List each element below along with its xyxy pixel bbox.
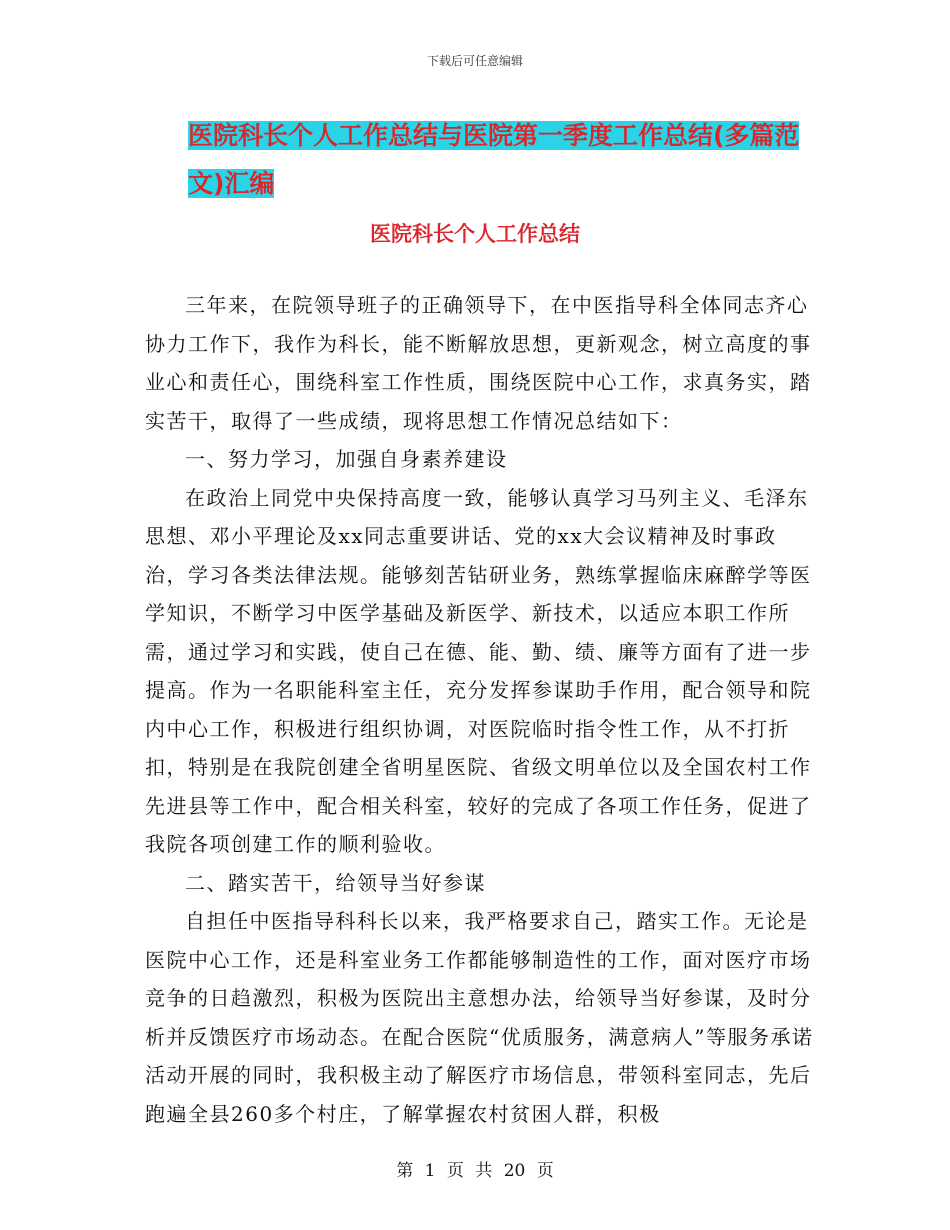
heading-2: 二、踏实苦干，给领导当好参谋 (185, 870, 486, 895)
document-title-text: 医院科长个人工作总结与医院第一季度工作总结(多篇范文)汇编 (188, 121, 800, 198)
header-note: 下载后可任意编辑 (426, 54, 523, 68)
paragraph-intro: 三年来，在院领导班子的正确领导下，在中医指导科全体同志齐心协力工作下，我作为科长，能不断解放思想，更新观念，树立高度的事业心和责任心，围绕科室工作性质，围绕医院中心工作，求真务实，踏实苦干，取得了一些成绩，现将思想工作情况总结如下： (145, 293, 812, 433)
document-title (188, 112, 810, 208)
page-number: 第 1 页 共 20 页 (396, 1161, 554, 1181)
paragraph-study: 在政治上同党中央保持高度一致，能够认真学习马列主义、毛泽东思想、邓小平理论及xx同志重要讲话、党的xx大会议精神及时事政治，学习各类法律法规。能够刻苦钻研业务，熟练掌握临床麻醉学等医学知识，不断学习中医学基础及新医学、新技术，以适应本职工作所需，通过学习和实践，使自己在德、能、勤、绩、廉等方面有了进一步提高。作为一名职能科室主任，充分发挥参谋助手作用，配合领导和院内中心工作，积极进行组织协调，对医院临时指令性工作，从不打折扣，特别是在我院创建全省明星医院、省级文明单位以及全国农村工作先进县等工作中，配合相关科室，较好的完成了各项工作任务，促进了我院各项创建工作的顺利验收。 (145, 485, 812, 856)
document-body (145, 286, 815, 1133)
paragraph-work: 自担任中医指导科科长以来，我严格要求自己，踏实工作。无论是医院中心工作，还是科室业务工作都能够制造性的工作，面对医疗市场竞争的日趋激烈，积极为医院出主意想办法，给领导当好参谋，及时分析并反馈医疗市场动态。在配合医院“优质服务，满意病人”等服务承诺活动开展的同时，我积极主动了解医疗市场信息，带领科室同志，先后跑遍全县260多个村庄，了解掌握农村贫困人群，积极 (145, 909, 814, 1126)
heading-1: 一、努力学习，加强自身素养建设 (185, 447, 508, 471)
section-title: 医院科长个人工作总结 (370, 222, 580, 246)
